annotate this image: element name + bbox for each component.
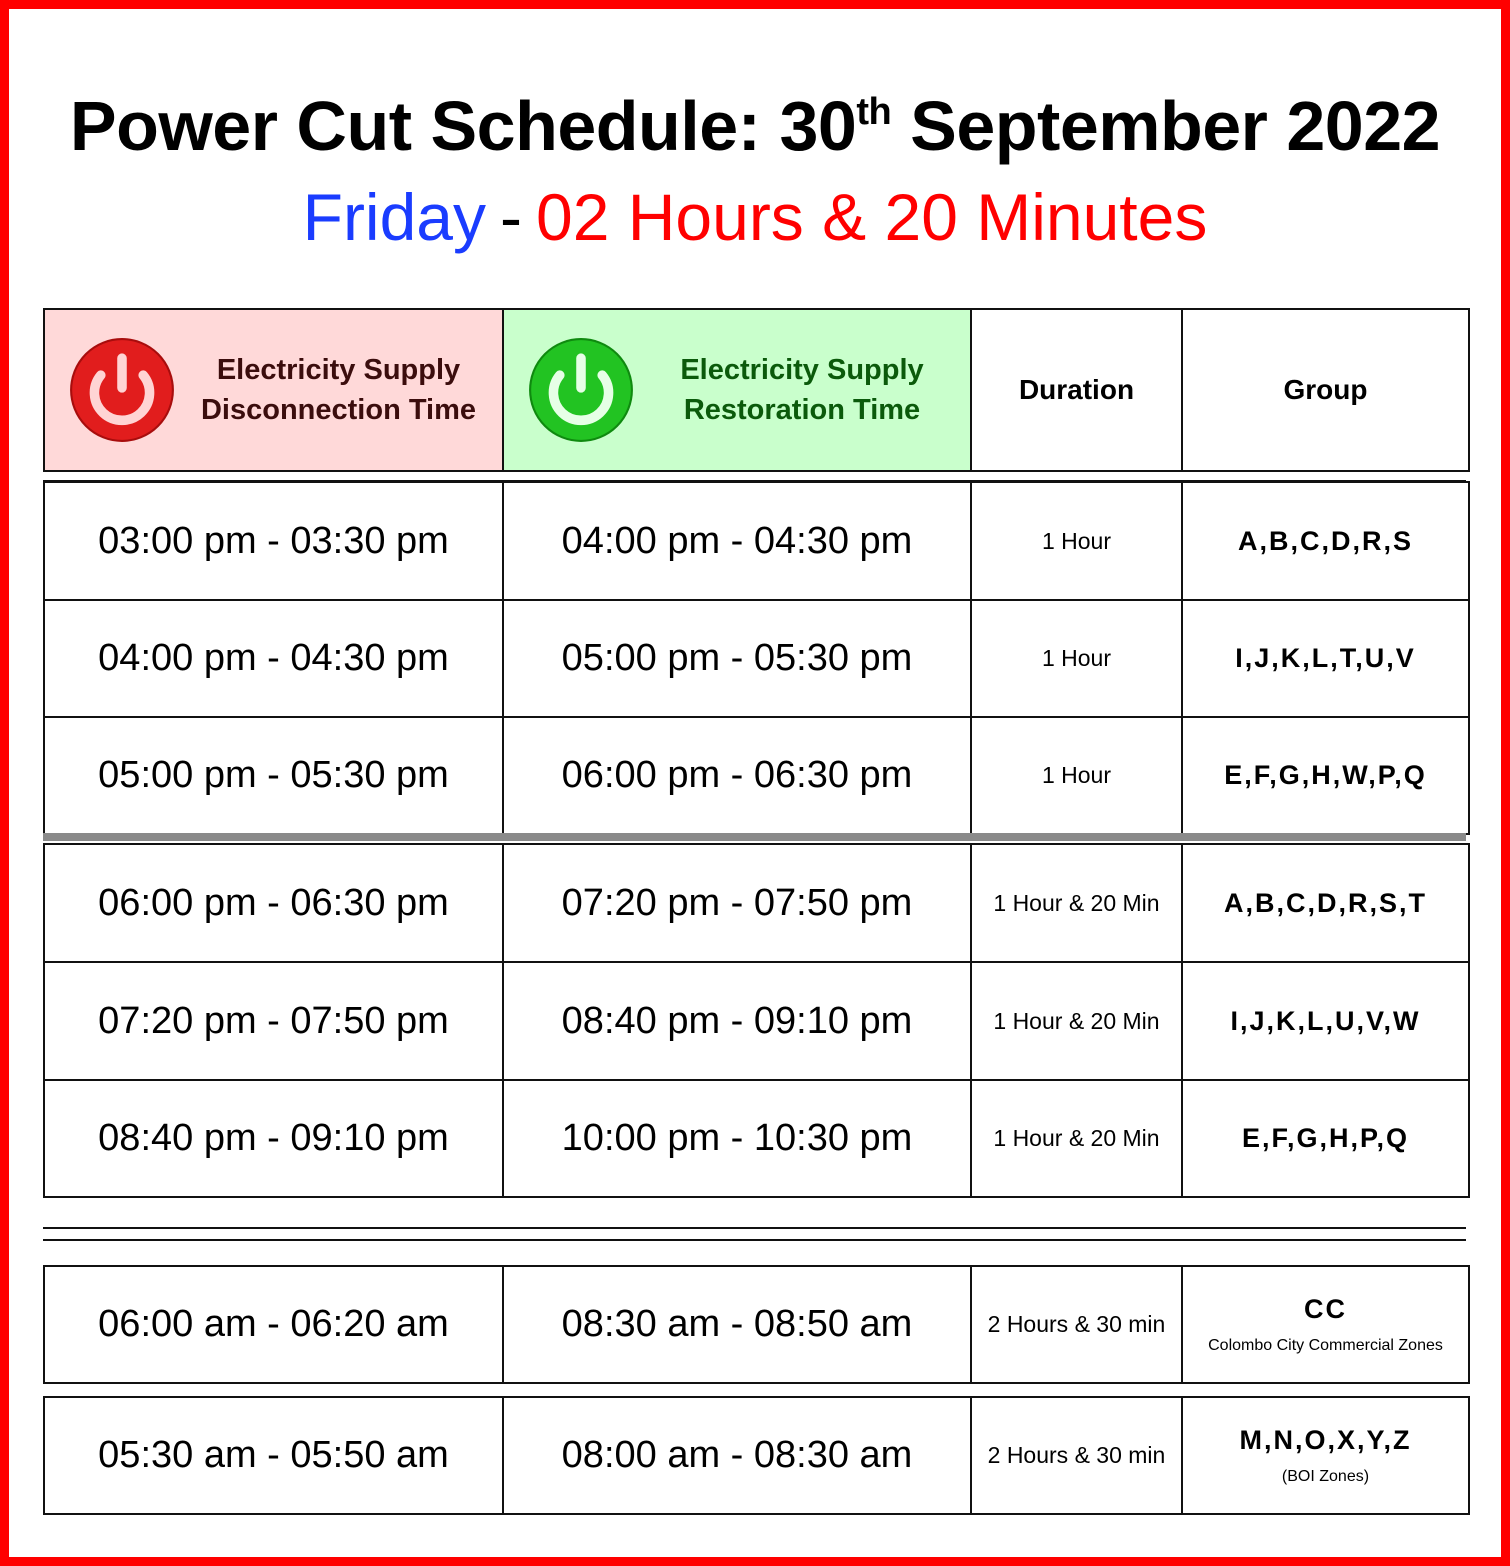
schedule-special-cc: [43, 1265, 1470, 1384]
header-disconnection: Electricity Supply Disconnection Time: [44, 309, 503, 471]
power-on-icon: [528, 337, 634, 443]
divider: [43, 833, 1466, 841]
table-row: 06:00 am - 06:20 am 08:30 am - 08:50 am 2 Hours & 30 min CC Colombo City Commercial Zones: [44, 1266, 1469, 1383]
table-row: 05:00 pm - 05:30 pm 06:00 pm - 06:30 pm 1 Hour E,F,G,H,W,P,Q: [44, 717, 1469, 834]
schedule-header: [43, 308, 1470, 472]
table-row: 05:30 am - 05:50 am 08:00 am - 08:30 am 2 Hours & 30 min M,N,O,X,Y,Z (BOI Zones): [44, 1397, 1469, 1514]
schedule-block-1: [43, 481, 1470, 835]
day-label: Friday: [302, 180, 487, 254]
page-title: Power Cut Schedule: 30th September 2022: [69, 87, 1441, 165]
table-row: 03:00 pm - 03:30 pm 04:00 pm - 04:30 pm 1 Hour A,B,C,D,R,S: [44, 482, 1469, 600]
table-row: 06:00 pm - 06:30 pm 07:20 pm - 07:50 pm 1 Hour & 20 Min A,B,C,D,R,S,T: [44, 844, 1469, 962]
header-restoration: Electricity Supply Restoration Time: [503, 309, 971, 471]
header-group: Group: [1182, 309, 1469, 471]
divider: [43, 1227, 1466, 1229]
schedule-card: [9, 9, 1501, 1557]
total-duration-label: 02 Hours & 20 Minutes: [536, 180, 1208, 254]
table-row: 07:20 pm - 07:50 pm 08:40 pm - 09:10 pm 1 Hour & 20 Min I,J,K,L,U,V,W: [44, 962, 1469, 1080]
divider: [43, 1239, 1466, 1241]
power-off-icon: [69, 337, 175, 443]
table-row: 04:00 pm - 04:30 pm 05:00 pm - 05:30 pm 1 Hour I,J,K,L,T,U,V: [44, 600, 1469, 717]
schedule-special-boi: [43, 1396, 1470, 1515]
header-duration: Duration: [971, 309, 1182, 471]
page-subtitle: Friday - 02 Hours & 20 Minutes: [302, 180, 1208, 254]
table-row: 08:40 pm - 09:10 pm 10:00 pm - 10:30 pm 1 Hour & 20 Min E,F,G,H,P,Q: [44, 1080, 1469, 1197]
schedule-block-2: [43, 843, 1470, 1198]
